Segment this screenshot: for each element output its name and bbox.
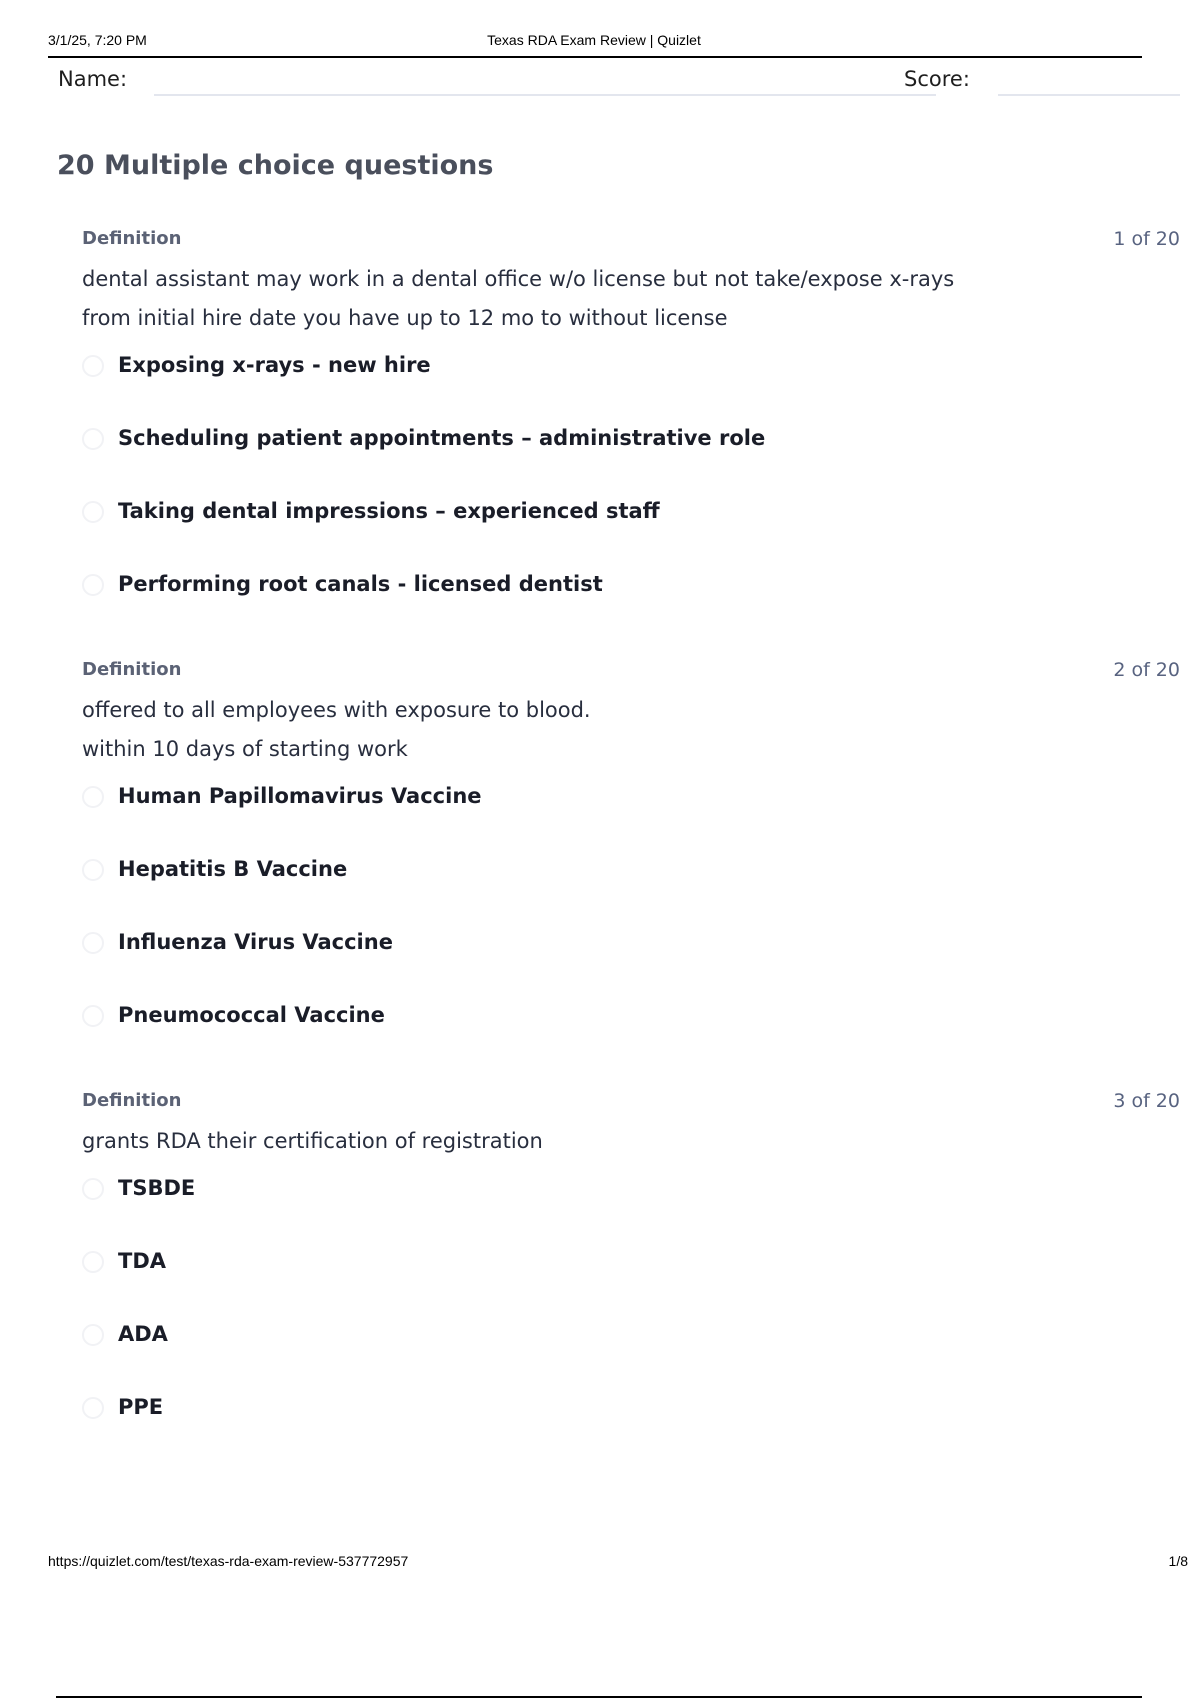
answer-option-text: Influenza Virus Vaccine: [118, 930, 393, 954]
question-text-line: dental assistant may work in a dental office w/o license but not take/expose x-rays: [82, 267, 955, 291]
answer-option-text: Human Papillomavirus Vaccine: [118, 784, 482, 808]
radio-button-icon[interactable]: [82, 1251, 104, 1273]
radio-button-icon[interactable]: [82, 1324, 104, 1346]
footer-divider: [56, 1696, 1142, 1698]
answer-option-text: PPE: [118, 1395, 164, 1419]
question-counter: 2 of 20: [1113, 659, 1180, 681]
radio-button-icon[interactable]: [82, 574, 104, 596]
answer-option-text: Pneumococcal Vaccine: [118, 1003, 385, 1027]
radio-button-icon[interactable]: [82, 1397, 104, 1419]
answer-option[interactable]: [82, 574, 1180, 647]
question-card: [82, 1090, 1180, 1470]
question-card: [82, 228, 1180, 647]
question-text-line: within 10 days of starting work: [82, 737, 408, 761]
answer-option[interactable]: [82, 355, 1180, 428]
radio-button-icon[interactable]: [82, 859, 104, 881]
radio-button-icon[interactable]: [82, 1005, 104, 1027]
radio-button-icon[interactable]: [82, 428, 104, 450]
print-title: Texas RDA Exam Review | Quizlet: [487, 32, 701, 48]
question-text-line: offered to all employees with exposure to blood.: [82, 698, 591, 722]
answer-option[interactable]: [82, 1005, 1180, 1078]
answer-option[interactable]: [82, 1178, 1180, 1251]
question-label: Definition: [82, 1090, 182, 1111]
answer-option[interactable]: [82, 1251, 1180, 1324]
answer-option-text: Scheduling patient appointments – administrative role: [118, 426, 766, 450]
answer-option[interactable]: [82, 786, 1180, 859]
radio-button-icon[interactable]: [82, 786, 104, 808]
question-text: [82, 1122, 1180, 1161]
name-label: Name:: [58, 67, 128, 91]
answer-option[interactable]: [82, 1324, 1180, 1397]
section-title: 20 Multiple choice questions: [57, 150, 494, 181]
radio-button-icon[interactable]: [82, 932, 104, 954]
score-label: Score:: [904, 67, 970, 91]
answer-options: [82, 1178, 1180, 1470]
print-url[interactable]: https://quizlet.com/test/texas-rda-exam-review-537772957: [48, 1553, 409, 1569]
answer-options: [82, 355, 1180, 647]
print-header: [48, 32, 1140, 58]
answer-option-text: Exposing x-rays - new hire: [118, 353, 431, 377]
radio-button-icon[interactable]: [82, 355, 104, 377]
question-card: [82, 659, 1180, 1078]
answer-option[interactable]: [82, 501, 1180, 574]
radio-button-icon[interactable]: [82, 501, 104, 523]
name-score-row: [58, 64, 1180, 100]
answer-option[interactable]: [82, 932, 1180, 1005]
print-footer: [48, 1553, 1188, 1573]
answer-option[interactable]: [82, 428, 1180, 501]
question-counter: 3 of 20: [1113, 1090, 1180, 1112]
question-text-line: from initial hire date you have up to 12 mo to without license: [82, 306, 728, 330]
name-field[interactable]: [154, 94, 936, 96]
print-date: 3/1/25, 7:20 PM: [48, 32, 147, 48]
answer-option-text: Performing root canals - licensed dentist: [118, 572, 603, 596]
answer-option-text: Hepatitis B Vaccine: [118, 857, 348, 881]
question-text: [82, 691, 1180, 769]
print-page-number: 1/8: [1168, 1553, 1188, 1569]
answer-option-text: ADA: [118, 1322, 168, 1346]
answer-option[interactable]: [82, 1397, 1180, 1470]
answer-options: [82, 786, 1180, 1078]
answer-option-text: TDA: [118, 1249, 167, 1273]
header-divider: [48, 56, 1142, 58]
answer-option[interactable]: [82, 859, 1180, 932]
question-label: Definition: [82, 228, 182, 249]
question-label: Definition: [82, 659, 182, 680]
question-text-line: grants RDA their certification of registration: [82, 1129, 543, 1153]
answer-option-text: TSBDE: [118, 1176, 196, 1200]
question-counter: 1 of 20: [1113, 228, 1180, 250]
question-text: [82, 260, 1180, 338]
answer-option-text: Taking dental impressions – experienced staff: [118, 499, 660, 523]
score-field[interactable]: [998, 94, 1180, 96]
radio-button-icon[interactable]: [82, 1178, 104, 1200]
